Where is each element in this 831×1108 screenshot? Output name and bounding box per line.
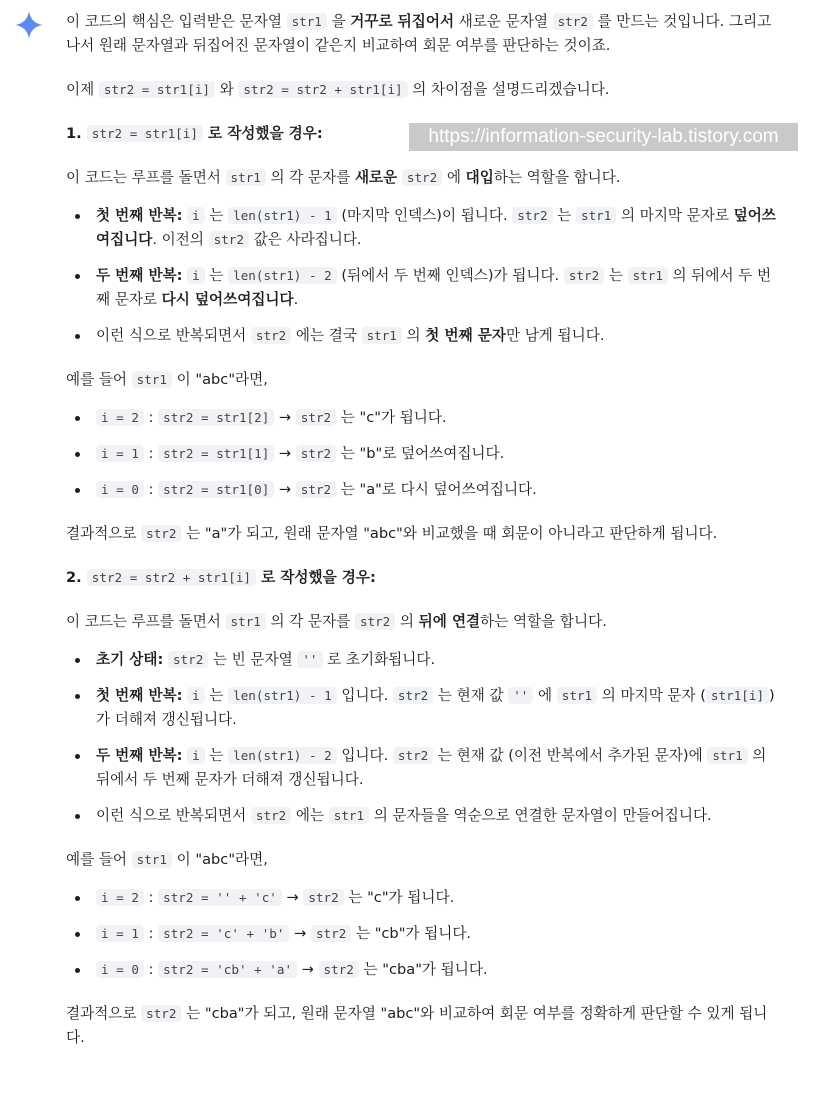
- text-span: 새로운 문자열: [454, 13, 553, 30]
- text-span: :: [143, 925, 159, 942]
- text-span: . 이전의: [152, 231, 209, 248]
- text-span: 로 초기화됩니다.: [322, 651, 436, 668]
- text-span: 의 각 문자를: [265, 613, 355, 630]
- inline-code: str1: [628, 267, 668, 284]
- section-2-steps: [66, 648, 778, 828]
- bold-text: 거꾸로 뒤집어서: [350, 13, 455, 30]
- text-span: 는 "cba"가 되고, 원래 문자열 "abc"와 비교하여 회문 여부를 정확하게 판단할 수 있게 됩니다.: [66, 1005, 768, 1046]
- inline-code: i: [187, 687, 205, 704]
- text-span: 에: [442, 169, 466, 186]
- inline-code: len(str1) - 1: [228, 207, 337, 224]
- text-span: 이 "abc"라면,: [172, 851, 268, 868]
- text-span: 예를 들어: [66, 371, 132, 388]
- text-span: 는 "b"로 덮어쓰여집니다.: [336, 445, 505, 462]
- inline-code: str2: [393, 747, 433, 764]
- text-span: 입니다.: [336, 687, 393, 704]
- text-span: :: [143, 409, 159, 426]
- text-span: :: [143, 961, 159, 978]
- inline-code: str2 = str2 + str1[i]: [238, 81, 407, 98]
- inline-code: str1: [557, 687, 597, 704]
- watermark: https://information-security-lab.tistory.com: [409, 123, 798, 151]
- text-span: 이런 식으로 반복되면서: [96, 327, 251, 344]
- text-span: 이 코드는 루프를 돌면서: [66, 169, 226, 186]
- inline-code: i = 2: [96, 889, 144, 906]
- list-item: [66, 264, 778, 312]
- inline-code: str2: [553, 13, 593, 30]
- text-span: →: [297, 961, 319, 978]
- text-span: 1.: [66, 125, 87, 142]
- bold-text: 첫 번째 문자: [425, 327, 506, 344]
- text-span: )가 더해져 갱신됩니다.: [96, 687, 775, 728]
- list-item: [66, 958, 778, 982]
- inline-code: str2: [303, 889, 343, 906]
- inline-code: str1: [226, 613, 266, 630]
- list-item: [66, 406, 778, 430]
- inline-code: i = 2: [96, 409, 144, 426]
- text-span: 이 "abc"라면,: [172, 371, 268, 388]
- inline-code: len(str1) - 1: [228, 687, 337, 704]
- bold-text: 새로운: [354, 169, 398, 186]
- text-span: 의: [395, 613, 419, 630]
- text-span: (마지막 인덱스)이 됩니다.: [336, 207, 513, 224]
- inline-code: str2: [209, 231, 249, 248]
- text-span: 는 빈 문자열: [208, 651, 298, 668]
- inline-code: str1: [132, 851, 172, 868]
- inline-code: str1: [576, 207, 616, 224]
- text-span: 하는 역할을 합니다.: [493, 169, 621, 186]
- inline-code: str2: [168, 651, 208, 668]
- text-span: .: [293, 291, 299, 308]
- text-span: 2.: [66, 569, 87, 586]
- inline-code: i: [187, 747, 205, 764]
- text-span: 입니다.: [336, 747, 393, 764]
- text-span: :: [143, 445, 159, 462]
- text-span: 와: [215, 81, 239, 98]
- inline-code: str2: [319, 961, 359, 978]
- text-span: 는: [204, 687, 229, 704]
- bold-text: 뒤에 연결: [418, 613, 481, 630]
- inline-code: str1: [132, 371, 172, 388]
- inline-code: str2 = str1[0]: [158, 481, 274, 498]
- section-2-examples: [66, 886, 778, 982]
- text-span: 는 현재 값 (이전 반복에서 추가된 문자)에: [433, 747, 708, 764]
- text-span: 하는 역할을 합니다.: [480, 613, 607, 630]
- text-span: 는 "c"가 됩니다.: [336, 409, 447, 426]
- section-1-heading: [66, 122, 778, 146]
- section-1-examples: [66, 406, 778, 502]
- text-span: 의: [401, 327, 426, 344]
- inline-code: str2: [251, 327, 291, 344]
- bold-text: 덮어쓰여집니다: [96, 207, 776, 248]
- bold-text: 대입: [465, 169, 494, 186]
- text-span: 이런 식으로 반복되면서: [96, 807, 251, 824]
- text-span: 의 마지막 문자로: [616, 207, 734, 224]
- text-span: 만 남게 됩니다.: [505, 327, 605, 344]
- gemini-sparkle-icon: [14, 10, 44, 40]
- text-span: →: [289, 925, 311, 942]
- text-span: 는 "cba"가 됩니다.: [358, 961, 488, 978]
- inline-code: i: [187, 267, 205, 284]
- text-span: 의 차이점을 설명드리겠습니다.: [407, 81, 610, 98]
- inline-code: str2: [296, 445, 336, 462]
- inline-code: str2: [251, 807, 291, 824]
- bold-text: 두 번째 반복:: [96, 747, 183, 764]
- section-1-steps: [66, 204, 778, 348]
- inline-code: str2: [296, 409, 336, 426]
- section-2-intro: [66, 610, 778, 634]
- text-span: :: [143, 481, 159, 498]
- inline-code: str2 = str2 + str1[i]: [87, 569, 256, 586]
- text-span: 는: [204, 267, 229, 284]
- section-2-heading: [66, 566, 778, 590]
- response-body: [66, 10, 778, 1070]
- inline-code: i = 1: [96, 445, 144, 462]
- text-span: 로 작성했을 경우:: [202, 125, 323, 142]
- inline-code: str2 = 'cb' + 'a': [158, 961, 297, 978]
- text-span: 을: [326, 13, 351, 30]
- list-item: [66, 804, 778, 828]
- inline-code: i = 0: [96, 481, 144, 498]
- text-span: →: [274, 445, 296, 462]
- inline-code: i = 1: [96, 925, 144, 942]
- inline-code: '': [508, 687, 533, 704]
- bold-text: 초기 상태:: [96, 651, 164, 668]
- inline-code: str2 = str1[i]: [99, 81, 215, 98]
- inline-code: str2 = '' + 'c': [158, 889, 282, 906]
- inline-code: str2: [355, 613, 395, 630]
- inline-code: str1: [287, 13, 327, 30]
- section-2-result: [66, 1002, 778, 1050]
- intro-paragraph: [66, 10, 778, 58]
- bold-text: 첫 번째 반복:: [96, 207, 183, 224]
- inline-code: str2: [512, 207, 552, 224]
- text-span: 로 작성했을 경우:: [256, 569, 376, 586]
- inline-code: str2: [564, 267, 604, 284]
- text-span: 예를 들어: [66, 851, 132, 868]
- inline-code: str2: [141, 1005, 181, 1022]
- text-span: 는 "c"가 됩니다.: [343, 889, 455, 906]
- text-span: 이 코드의 핵심은 입력받은 문자열: [66, 13, 287, 30]
- text-span: 결과적으로: [66, 1005, 142, 1022]
- text-span: 를 만드는 것입니다. 그리고 나서 원래 문자열과 뒤집어진 문자열이 같은지 비교하여 회문 여부를 판단하는 것이죠.: [66, 13, 772, 54]
- section-2-example-intro: [66, 848, 778, 872]
- inline-code: str2 = 'c' + 'b': [158, 925, 289, 942]
- list-item: [66, 478, 778, 502]
- list-item: [66, 204, 778, 252]
- section-1-example-intro: [66, 368, 778, 392]
- text-span: 에: [533, 687, 557, 704]
- inline-code: str1: [362, 327, 402, 344]
- text-span: 는 "a"가 되고, 원래 문자열 "abc"와 비교했을 때 회문이 아니라고 판단하게 됩니다.: [181, 525, 718, 542]
- inline-code: len(str1) - 2: [228, 747, 337, 764]
- inline-code: '': [297, 651, 322, 668]
- text-span: 의 뒤에서 두 번째 문자가 더해져 갱신됩니다.: [96, 747, 767, 788]
- text-span: :: [143, 889, 159, 906]
- text-span: 는: [204, 747, 229, 764]
- text-span: (뒤에서 두 번째 인덱스)가 됩니다.: [336, 267, 564, 284]
- list-item: [66, 744, 778, 792]
- list-item: [66, 324, 778, 348]
- text-span: 는: [552, 207, 576, 224]
- overview-paragraph: [66, 78, 778, 102]
- inline-code: str1: [707, 747, 747, 764]
- text-span: 결과적으로: [66, 525, 142, 542]
- text-span: 값은 사라집니다.: [248, 231, 362, 248]
- inline-code: i: [187, 207, 205, 224]
- list-item: [66, 648, 778, 672]
- text-span: 는: [204, 207, 229, 224]
- inline-code: str2 = str1[i]: [87, 125, 203, 142]
- inline-code: str2 = str1[1]: [158, 445, 274, 462]
- inline-code: str1: [226, 169, 266, 186]
- text-span: 는: [604, 267, 628, 284]
- text-span: 는 "a"로 다시 덮어쓰여집니다.: [336, 481, 537, 498]
- text-span: 에는: [291, 807, 329, 824]
- inline-code: str2: [402, 169, 442, 186]
- inline-code: str2: [141, 525, 181, 542]
- inline-code: i = 0: [96, 961, 144, 978]
- inline-code: str2: [296, 481, 336, 498]
- inline-code: len(str1) - 2: [228, 267, 337, 284]
- list-item: [66, 442, 778, 466]
- section-1-intro: [66, 166, 778, 190]
- inline-code: str1: [329, 807, 369, 824]
- bold-text: 두 번째 반복:: [96, 267, 183, 284]
- text-span: 의 각 문자를: [265, 169, 355, 186]
- list-item: [66, 886, 778, 910]
- list-item: [66, 922, 778, 946]
- section-1-result: [66, 522, 778, 546]
- text-span: 는 "cb"가 됩니다.: [351, 925, 472, 942]
- inline-code: str2 = str1[2]: [158, 409, 274, 426]
- bold-text: 첫 번째 반복:: [96, 687, 183, 704]
- text-span: 에는 결국: [291, 327, 362, 344]
- list-item: [66, 684, 778, 732]
- text-span: 이제: [66, 81, 99, 98]
- text-span: →: [274, 481, 296, 498]
- text-span: 는 현재 값: [433, 687, 509, 704]
- inline-code: str2: [311, 925, 351, 942]
- inline-code: str1[i]: [706, 687, 769, 704]
- text-span: 의 뒤에서 두 번째 문자로: [96, 267, 772, 308]
- text-span: 의 문자들을 역순으로 연결한 문자열이 만들어집니다.: [369, 807, 712, 824]
- text-span: →: [274, 409, 296, 426]
- bold-text: 다시 덮어쓰여집니다: [161, 291, 294, 308]
- text-span: 의 마지막 문자 (: [597, 687, 706, 704]
- text-span: 이 코드는 루프를 돌면서: [66, 613, 226, 630]
- text-span: →: [281, 889, 304, 906]
- inline-code: str2: [393, 687, 433, 704]
